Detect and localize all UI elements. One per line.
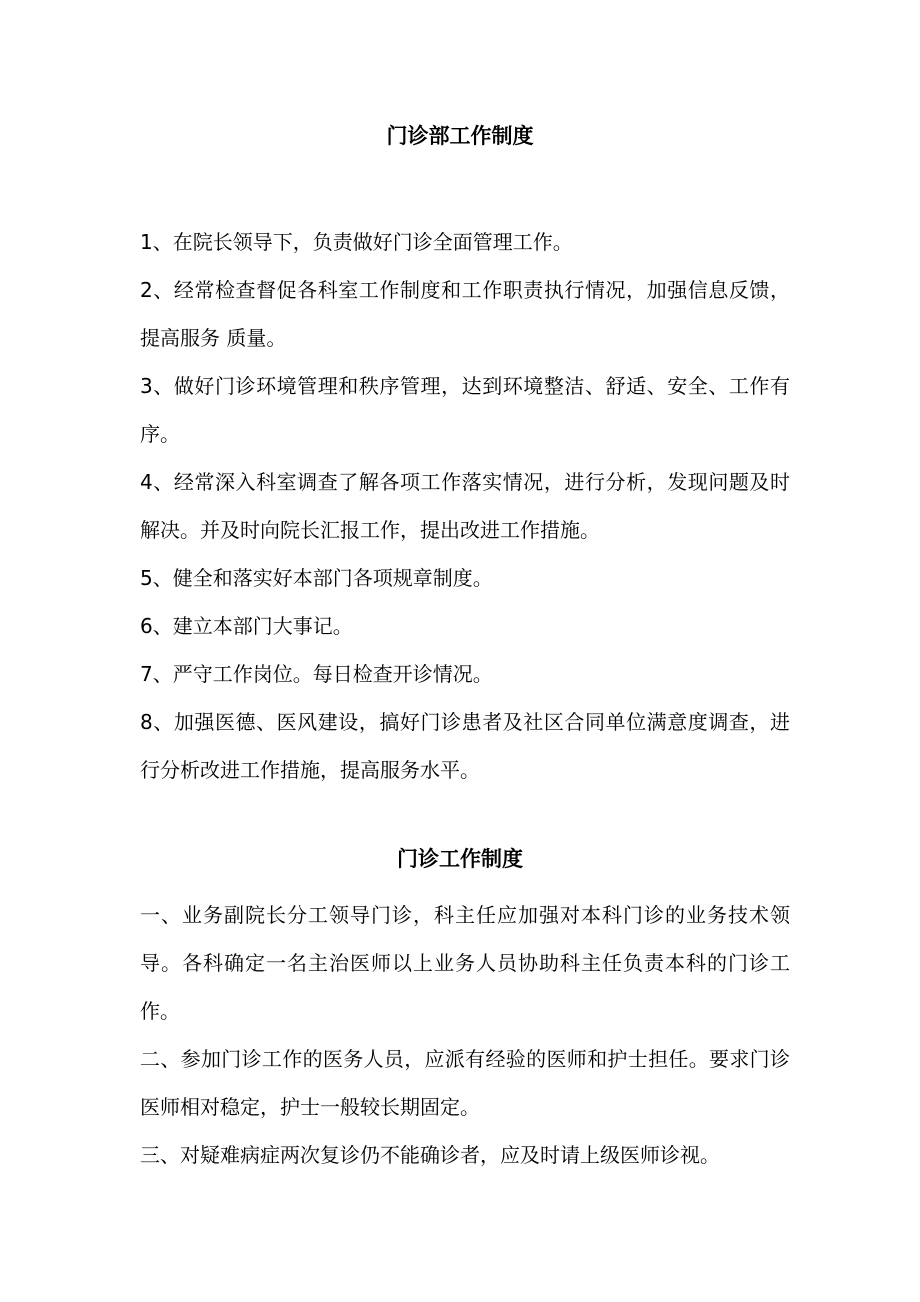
section-title-outpatient-work: 门诊工作制度 <box>397 847 523 871</box>
rule-item-three: 三、对疑难病症两次复诊仍不能确诊者，应及时请上级医师诊视。 <box>140 1143 720 1167</box>
rule-item-6: 6、建立本部门大事记。 <box>140 614 353 638</box>
rule-item-2: 2、经常检查督促各科室工作制度和工作职责执行情况，加强信息反馈，提高服务 质量。 <box>140 278 790 350</box>
section-outpatient-department-rules <box>140 218 790 794</box>
rule-item-1: 1、在院长领导下，负责做好门诊全面管理工作。 <box>140 230 573 254</box>
rule-item-3: 3、做好门诊环境管理和秩序管理，达到环境整洁、舒适、安全、工作有序。 <box>140 374 790 446</box>
rule-item-8: 8、加强医德、医风建设，搞好门诊患者及社区合同单位满意度调查，进行分析改进工作措施，提高服务水平。 <box>140 710 790 782</box>
rule-item-one: 一、业务副院长分工领导门诊，科主任应加强对本科门诊的业务技术领导。各科确定一名主治医师以上业务人员协助科主任负责本科的门诊工作。 <box>140 903 790 1023</box>
section-title-outpatient-department: 门诊部工作制度 <box>386 124 534 148</box>
rule-item-two: 二、参加门诊工作的医务人员，应派有经验的医师和护士担任。要求门诊医师相对稳定，护士一般较长期固定。 <box>140 1047 790 1119</box>
rule-item-4: 4、经常深入科室调查了解各项工作落实情况，进行分析，发现问题及时解决。并及时向院长汇报工作，提出改进工作措施。 <box>140 470 790 542</box>
rule-item-7: 7、严守工作岗位。每日检查开诊情况。 <box>140 662 493 686</box>
section-outpatient-work-rules <box>140 891 790 1179</box>
rule-item-5: 5、健全和落实好本部门各项规章制度。 <box>140 566 493 590</box>
